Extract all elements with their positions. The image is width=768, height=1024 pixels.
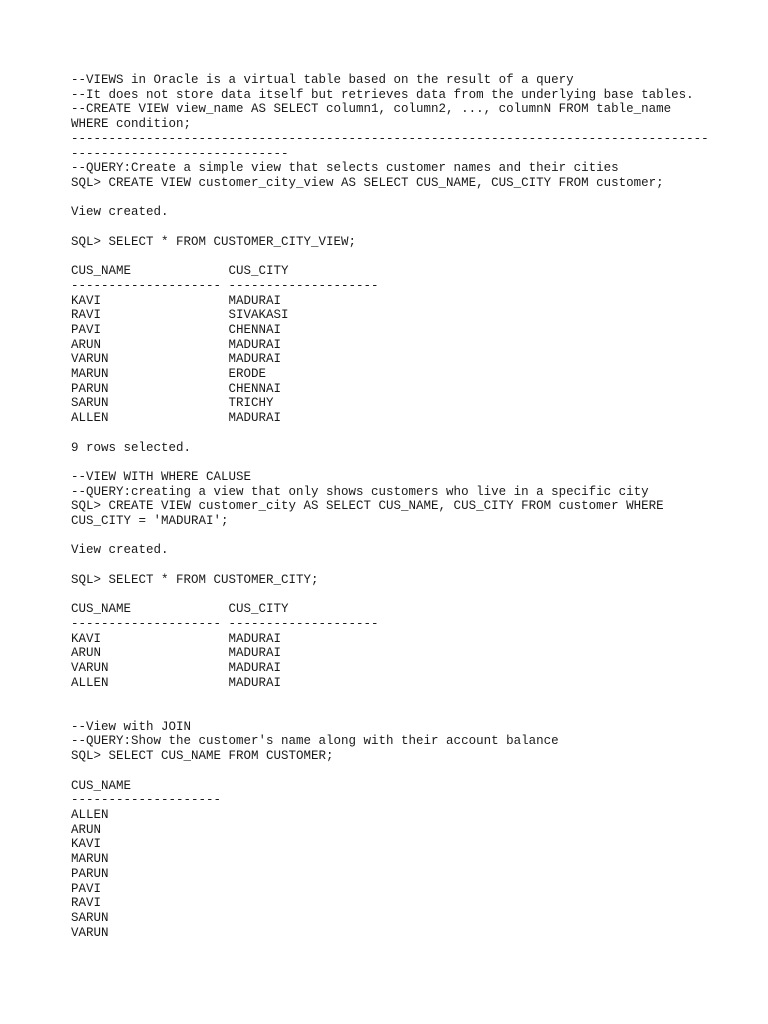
blank-line [71, 558, 711, 573]
sql-statement: SQL> SELECT CUS_NAME FROM CUSTOMER; [71, 749, 334, 764]
table-row: SARUN [71, 910, 109, 925]
table-row: ALLEN MADURAI [71, 675, 282, 690]
document-page [71, 73, 711, 940]
sql-statement: SQL> CREATE VIEW customer_city_view AS SELECT CUS_NAME, CUS_CITY FROM customer; [71, 175, 664, 190]
query-comment: --QUERY:Create a simple view that selects customer names and their cities [71, 161, 619, 176]
table-row: ALLEN MADURAI [71, 411, 282, 426]
blank-line [71, 529, 711, 544]
blank-line [71, 191, 711, 206]
result-column-rule: -------------------- -------------------- [71, 278, 379, 293]
table-row: KAVI MADURAI [71, 631, 282, 646]
query-comment: --QUERY:creating a view that only shows customers who live in a specific city [71, 484, 649, 499]
blank-line [71, 455, 711, 470]
result-table [71, 294, 711, 426]
sql-statement: SQL> SELECT * FROM CUSTOMER_CITY; [71, 572, 319, 587]
table-row: ARUN MADURAI [71, 337, 282, 352]
table-row: ARUN MADURAI [71, 646, 282, 661]
header-comment: --VIEWS in Oracle is a virtual table based on the result of a query [71, 73, 574, 87]
separator-line: ------------------------------------------------------------------------------------- [71, 131, 709, 146]
header-comment: --CREATE VIEW view_name AS SELECT column1, column2, ..., columnN FROM table_name [71, 102, 672, 117]
table-row: SARUN TRICHY [71, 396, 274, 411]
table-row: KAVI [71, 837, 102, 852]
table-row: VARUN MADURAI [71, 352, 282, 367]
table-row: ARUN [71, 822, 102, 837]
blank-line [71, 588, 711, 603]
result-table [71, 632, 711, 691]
separator-line: ----------------------------- [71, 146, 289, 161]
section-comment: --View with JOIN [71, 719, 192, 734]
rows-selected-message: 9 rows selected. [71, 440, 192, 455]
result-message: View created. [71, 205, 169, 220]
sql-statement: SQL> CREATE VIEW customer_city AS SELECT CUS_NAME, CUS_CITY FROM customer WHERE [71, 499, 664, 514]
table-row: VARUN [71, 925, 109, 940]
result-column-rule: -------------------- -------------------- [71, 616, 379, 631]
table-row: MARUN [71, 852, 109, 867]
query-comment: --QUERY:Show the customer's name along with their account balance [71, 734, 559, 749]
result-message: View created. [71, 543, 169, 558]
sql-statement-continuation: CUS_CITY = 'MADURAI'; [71, 514, 229, 529]
result-column-header: CUS_NAME [71, 778, 132, 793]
result-column-header: CUS_NAME CUS_CITY [71, 602, 289, 617]
table-row: VARUN MADURAI [71, 661, 282, 675]
result-table [71, 808, 711, 940]
result-column-header: CUS_NAME CUS_CITY [71, 264, 289, 279]
table-row: PARUN [71, 866, 109, 881]
table-row: PAVI [71, 881, 102, 896]
section-comment: --VIEW WITH WHERE CALUSE [71, 469, 252, 484]
table-row: ALLEN [71, 807, 109, 822]
table-row: RAVI [71, 896, 102, 911]
blank-line [71, 705, 711, 720]
blank-line [71, 426, 711, 441]
blank-line [71, 220, 711, 235]
result-column-rule: -------------------- [71, 793, 222, 808]
table-row: PARUN CHENNAI [71, 381, 282, 396]
table-row: RAVI SIVAKASI [71, 308, 289, 323]
table-row: KAVI MADURAI [71, 293, 282, 308]
blank-line [71, 690, 711, 705]
blank-line [71, 764, 711, 779]
sql-statement: SQL> SELECT * FROM CUSTOMER_CITY_VIEW; [71, 234, 357, 249]
blank-line [71, 249, 711, 264]
table-row: MARUN ERODE [71, 367, 267, 382]
table-row: PAVI CHENNAI [71, 322, 282, 337]
header-comment: WHERE condition; [71, 117, 192, 132]
header-comment: --It does not store data itself but retrieves data from the underlying base tables. [71, 87, 694, 102]
